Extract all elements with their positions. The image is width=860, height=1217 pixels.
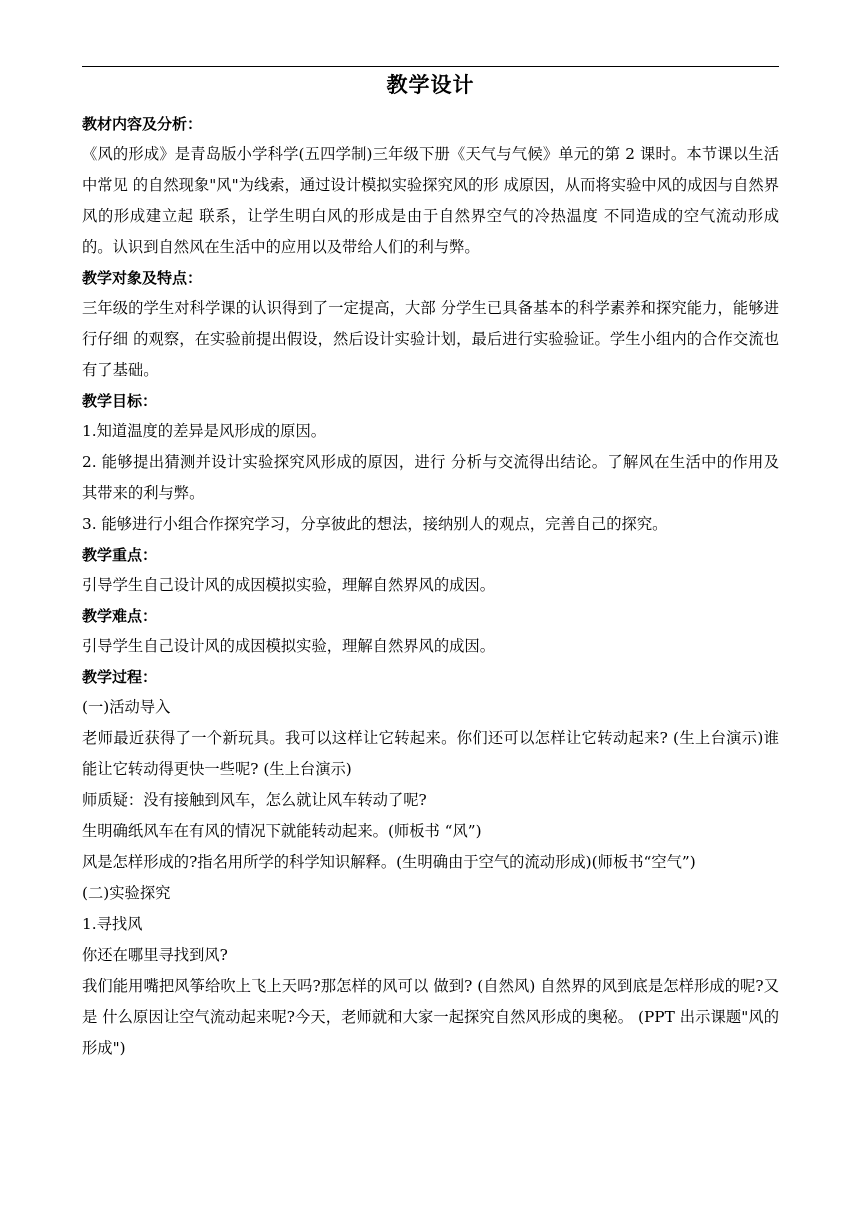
process-paragraph: 我们能用嘴把风筝给吹上飞上天吗?那怎样的风可以 做到? (自然风) 自然界的风到底是怎样形成的呢?又是 什么原因让空气流动起来呢?今天，老师就和大家一起探究自然风形成的奥秘。 (PPT 出示课题"风的形成"): [82, 977, 779, 1057]
section-paragraph: 《风的形成》是青岛版小学科学(五四学制)三年级下册《天气与气候》单元的第 2 课时。本节课以生活中常见 的自然现象"风"为线索，通过设计模拟实验探究风的形 成原因，从而将实验中风的成因与自然界风的形成建立起 联系，让学生明白风的形成是由于自然界空气的冷热温度 不同造成的空气流动形成的。认识到自然风在生活中的应用以及带给人们的利与弊。: [82, 145, 779, 256]
section-heading: 教材内容及分析：: [82, 115, 203, 133]
objective-item: 2. 能够提出猜测并设计实验探究风形成的原因，进行 分析与交流得出结论。了解风在生活中的作用及其带来的利与弊。: [82, 453, 779, 502]
header-rule: [82, 66, 779, 67]
section-material-analysis: [82, 109, 779, 263]
section-paragraph: 引导学生自己设计风的成因模拟实验，理解自然界风的成因。: [82, 576, 496, 594]
section-heading: 教学过程：: [82, 668, 158, 686]
section-heading: 教学目标：: [82, 392, 158, 410]
section-paragraph: 引导学生自己设计风的成因模拟实验，理解自然界风的成因。: [82, 637, 496, 655]
section-paragraph: 三年级的学生对科学课的认识得到了一定提高，大部 分学生已具备基本的科学素养和探究能力，能够进行仔细 的观察，在实验前提出假设，然后设计实验计划，最后进行实验验证。学生小组内的合作交流也有了基础。: [82, 299, 779, 379]
document-title: 教学设计: [386, 73, 475, 97]
section-heading: 教学重点：: [82, 546, 158, 564]
process-paragraph: 风是怎样形成的?指名用所学的科学知识解释。(生明确由于空气的流动形成)(师板书“空气”): [82, 853, 696, 871]
objective-item: 1.知道温度的差异是风形成的原因。: [82, 422, 327, 440]
objective-item: 3. 能够进行小组合作探究学习，分享彼此的想法，接纳别人的观点，完善自己的探究。: [82, 515, 668, 533]
section-objectives: [82, 386, 779, 540]
section-difficulties: [82, 601, 779, 662]
process-paragraph: 师质疑：没有接触到风车，怎么就让风车转动了呢?: [82, 791, 427, 809]
section-process: [82, 662, 779, 1064]
process-paragraph: 老师最近获得了一个新玩具。我可以这样让它转起来。你们还可以怎样让它转动起来? (生上台演示)谁能让它转动得更快一些呢? (生上台演示): [82, 729, 779, 778]
process-paragraph: (一)活动导入: [82, 698, 171, 716]
process-paragraph: 你还在哪里寻找到风?: [82, 946, 228, 964]
process-paragraph: 1.寻找风: [82, 915, 143, 933]
section-key-points: [82, 540, 779, 601]
section-heading: 教学对象及特点：: [82, 269, 203, 287]
section-heading: 教学难点：: [82, 607, 158, 625]
section-students: [82, 263, 779, 386]
process-paragraph: 生明确纸风车在有风的情况下就能转动起来。(师板书 “风”): [82, 822, 482, 840]
process-paragraph: (二)实验探究: [82, 884, 171, 902]
document-page: [82, 66, 779, 1064]
